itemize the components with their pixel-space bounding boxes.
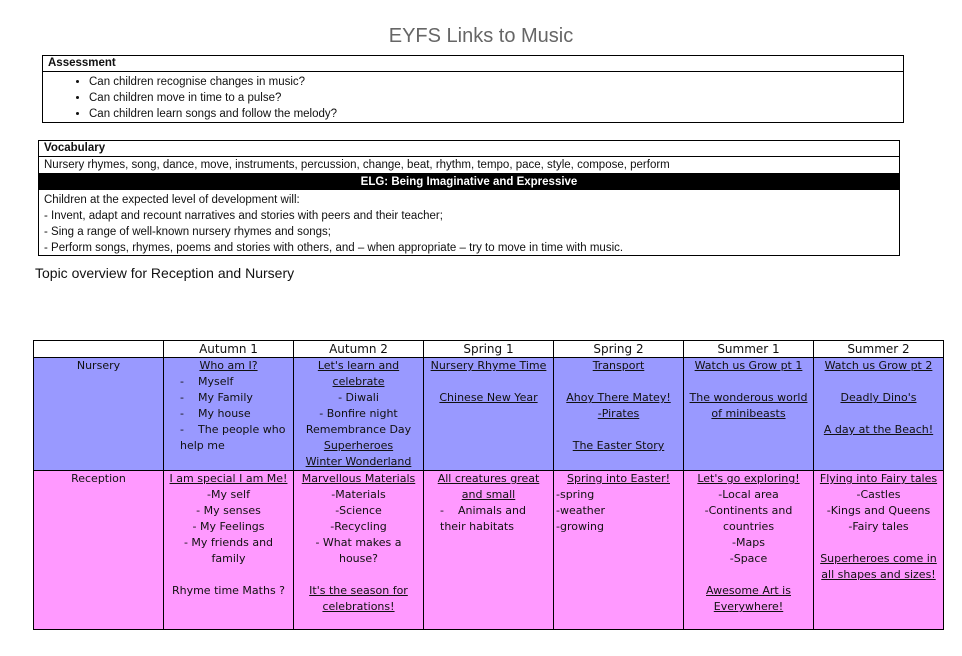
topic-title: Let's learn and celebrate [317,359,400,388]
elg-line: - Perform songs, rhymes, poems and stories with others, and – when appropriate – try to move in time with music. [44,242,624,254]
topic-title: The Easter Story [572,439,665,452]
topic-title: Watch us Grow pt 1 [694,359,803,372]
list-item: - My senses [196,504,261,517]
list-item: -Maps [732,536,765,549]
elg-heading: ELG: Being Imaginative and Expressive [39,174,899,190]
reception-summer-1 [684,471,814,630]
list-item: -Local area [718,488,779,501]
header-spring-2: Spring 2 [554,341,684,358]
elg-line: Children at the expected level of development will: [44,194,300,206]
assessment-item: • Can children learn songs and follow the melody? [89,106,903,122]
list-item: - Myself [166,374,291,390]
list-item: -Materials [331,488,386,501]
reception-spring-1 [424,471,554,630]
topic-title: Let's go exploring! [697,472,800,485]
topic-title: I am special I am Me! [169,472,288,485]
list-item: - The people who help me [166,422,291,454]
assessment-heading: Assessment [43,56,903,72]
list-item: - What makes a house? [315,536,402,565]
list-item: - Diwali [338,391,379,404]
list-item: - My Family [166,390,291,406]
topic-title: Nursery Rhyme Time [430,359,547,372]
list-item: -My self [207,488,250,501]
topic-title: Rhyme time Maths ? [171,584,286,597]
table-header-row [34,341,944,358]
list-item: -Space [729,552,768,565]
topic-title: The wonderous world of minibeasts [689,391,808,420]
nursery-spring-2 [554,358,684,471]
topic-title: Superheroes come in all shapes and sizes! [820,552,937,581]
list-item: -Pirates [597,407,640,420]
assessment-item: • Can children move in time to a pulse? [89,90,903,106]
list-item: -Science [335,504,382,517]
header-summer-2: Summer 2 [814,341,944,358]
row-label-reception: Reception [34,471,164,630]
list-item: -spring [556,488,595,501]
reception-autumn-2 [294,471,424,630]
nursery-spring-1 [424,358,554,471]
reception-autumn-1 [164,471,294,630]
nursery-autumn-1 [164,358,294,471]
header-autumn-2: Autumn 2 [294,341,424,358]
vocabulary-heading: Vocabulary [39,141,899,157]
reception-row [34,471,944,630]
vocabulary-box [38,140,900,256]
topic-title: It's the season for celebrations! [309,584,408,613]
page-title: EYFS Links to Music [388,25,574,47]
list-item: - My friends and family [183,536,274,565]
topic-title: Watch us Grow pt 2 [824,359,933,372]
assessment-item: • Can children recognise changes in music? [89,74,903,90]
list-item: -Kings and Queens [826,504,931,517]
topic-title: Flying into Fairy tales [819,472,938,485]
list-item: - My Feelings [192,520,265,533]
topic-title: Winter Wonderland [305,455,412,468]
list-item: - Bonfire night [319,407,398,420]
vocabulary-text: Nursery rhymes, song, dance, move, instruments, percussion, change, beat, rhythm, tempo, pace, style, compose, perform [39,157,899,174]
header-autumn-1: Autumn 1 [164,341,294,358]
header-spring-1: Spring 1 [424,341,554,358]
nursery-summer-1 [684,358,814,471]
list-item: -Recycling [330,520,387,533]
elg-line: - Sing a range of well-known nursery rhymes and songs; [44,226,332,238]
reception-spring-2 [554,471,684,630]
list-item: -growing [556,520,604,533]
assessment-list [43,74,903,122]
nursery-autumn-2 [294,358,424,471]
topic-overview-heading: Topic overview for Reception and Nursery [35,265,295,281]
topic-title: Superheroes [323,439,394,452]
header-summer-1: Summer 1 [684,341,814,358]
nursery-row [34,358,944,471]
topic-title: All creatures great and small [437,472,540,501]
list-item: Remembrance Day [305,423,412,436]
topic-title: Spring into Easter! [567,472,670,485]
list-item: -weather [556,504,606,517]
topic-title: Who am I? [199,359,258,372]
topic-title: Awesome Art is Everywhere! [706,584,791,613]
nursery-summer-2 [814,358,944,471]
elg-line: - Invent, adapt and recount narratives and stories with peers and their teacher; [44,210,443,222]
list-item: -Continents and countries [704,504,793,533]
topic-title: Deadly Dino's [840,391,917,404]
topic-title: Transport [592,359,645,372]
elg-lines [39,190,899,256]
list-item: - My house [166,406,291,422]
assessment-box [42,55,904,123]
topic-overview-table [33,340,944,630]
topic-title: A day at the Beach! [823,423,934,436]
topic-title: Ahoy There Matey! [566,391,671,404]
row-label-nursery: Nursery [34,358,164,471]
list-item: -Fairy tales [848,520,909,533]
topic-title: Marvellous Materials [301,472,416,485]
list-item: - Animals and their habitats [426,503,551,535]
header-blank [34,341,164,358]
list-item: -Castles [856,488,901,501]
topic-title: Chinese New Year [439,391,538,404]
reception-summer-2 [814,471,944,630]
